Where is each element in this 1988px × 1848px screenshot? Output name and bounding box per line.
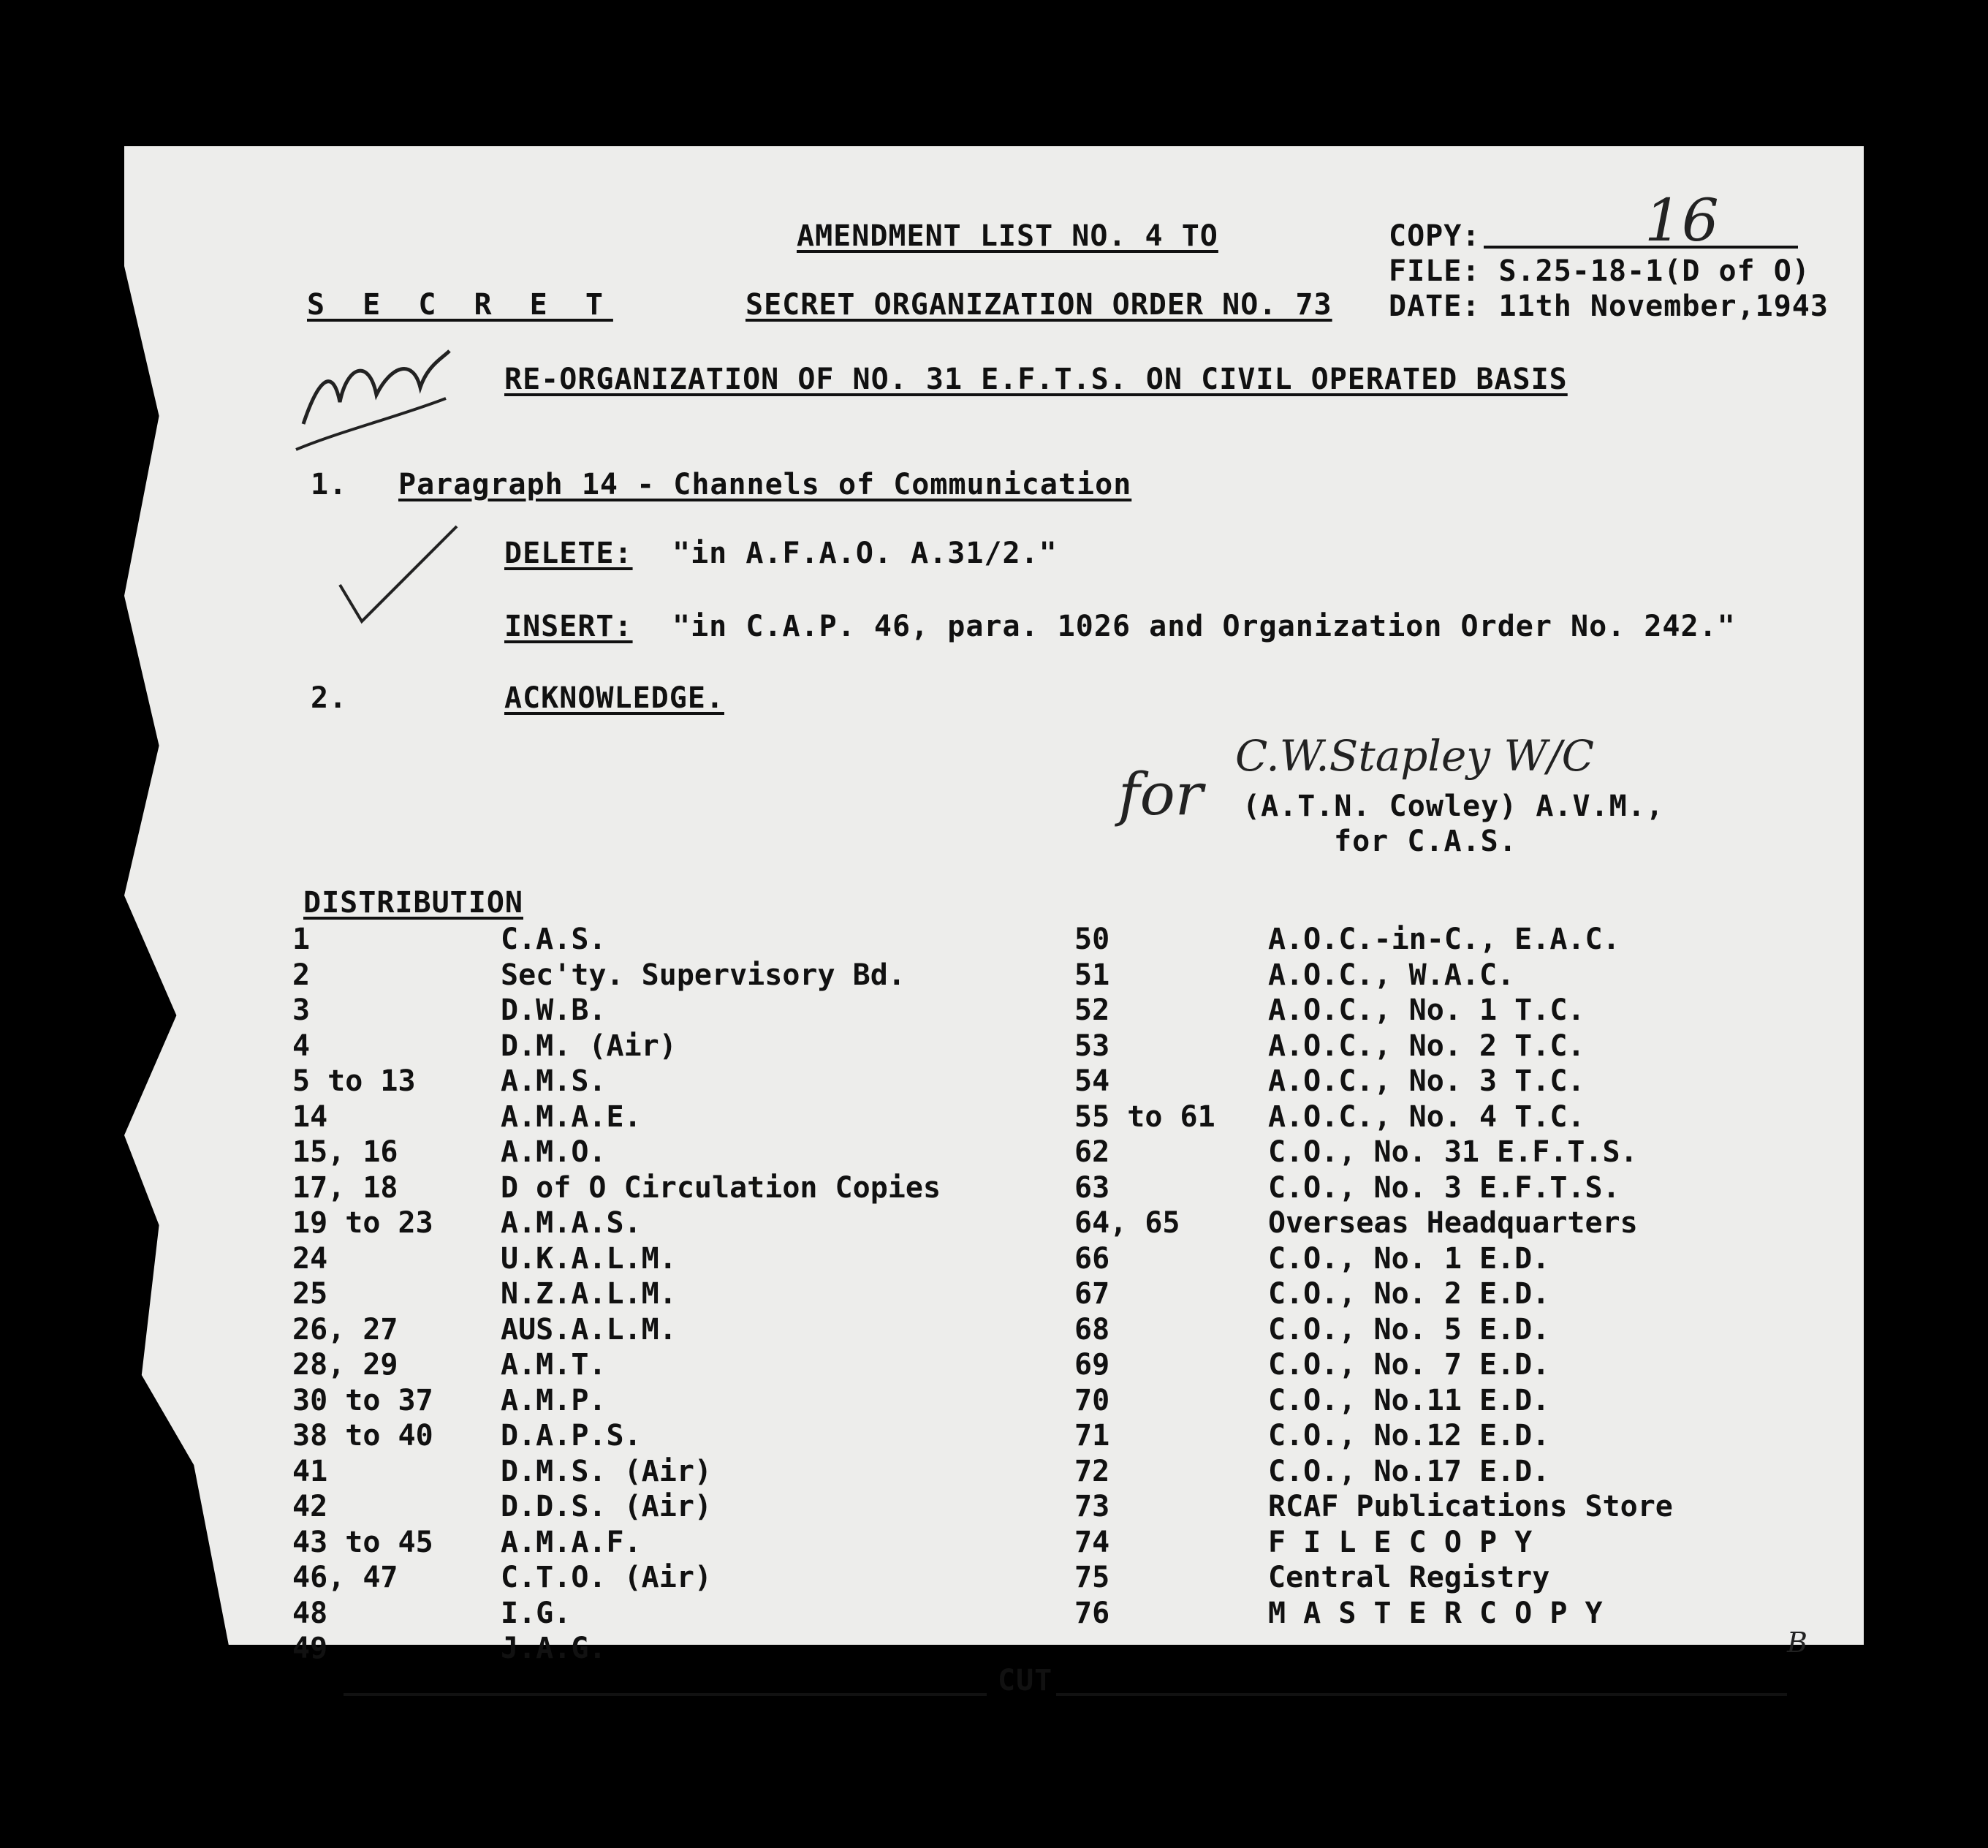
- document-date: DATE: 11th November,1943: [1389, 289, 1829, 323]
- distribution-number: 41: [292, 1454, 328, 1488]
- document-title: RE-ORGANIZATION OF NO. 31 E.F.T.S. ON CIVIL OPERATED BASIS: [504, 363, 1568, 396]
- distribution-number: 68: [1074, 1312, 1110, 1347]
- distribution-number: 25: [292, 1277, 328, 1311]
- distribution-recipient: Overseas Headquarters: [1268, 1206, 1638, 1240]
- distribution-recipient: D.D.S. (Air): [501, 1490, 712, 1523]
- distribution-number: 54: [1074, 1064, 1110, 1098]
- distribution-number: 69: [1074, 1348, 1110, 1382]
- distribution-number: 26, 27: [292, 1312, 398, 1347]
- distribution-number: 50: [1074, 923, 1110, 956]
- item-2-heading: ACKNOWLEDGE.: [504, 681, 724, 715]
- distribution-number: 70: [1074, 1383, 1110, 1417]
- copy-number-line: [1484, 246, 1798, 249]
- distribution-number: 30 to 37: [292, 1383, 433, 1417]
- distribution-number: 51: [1074, 958, 1110, 992]
- distribution-recipient: M A S T E R C O P Y: [1268, 1596, 1603, 1630]
- distribution-number: 71: [1074, 1419, 1110, 1453]
- distribution-number: 64, 65: [1074, 1206, 1180, 1240]
- distribution-recipient: D.M. (Air): [501, 1029, 677, 1063]
- distribution-number: 2: [292, 958, 311, 992]
- distribution-number: 72: [1074, 1454, 1110, 1488]
- distribution-number: 24: [292, 1241, 328, 1276]
- signatory-name: (A.T.N. Cowley) A.V.M.,: [1242, 789, 1664, 823]
- distribution-number: 63: [1074, 1170, 1110, 1205]
- distribution-number: 17, 18: [292, 1170, 398, 1205]
- insert-label: INSERT:: [504, 610, 633, 643]
- distribution-recipient: C.O., No. 31 E.F.T.S.: [1268, 1135, 1638, 1169]
- handwritten-signature: C.W.Stapley W/C: [1235, 731, 1595, 781]
- cut-label: CUT: [998, 1664, 1053, 1697]
- distribution-heading: DISTRIBUTION: [303, 886, 523, 920]
- distribution-recipient: A.M.A.F.: [501, 1525, 642, 1559]
- distribution-recipient: Sec'ty. Supervisory Bd.: [501, 958, 906, 992]
- distribution-recipient: A.M.A.E.: [501, 1099, 642, 1134]
- distribution-number: 76: [1074, 1596, 1110, 1630]
- distribution-recipient: A.M.T.: [501, 1348, 607, 1382]
- distribution-recipient: C.T.O. (Air): [501, 1561, 712, 1594]
- signature-for: for: [1118, 760, 1204, 828]
- item-1-heading: Paragraph 14 - Channels of Communication: [398, 468, 1132, 501]
- distribution-recipient: D of O Circulation Copies: [501, 1170, 941, 1205]
- item-1-number: 1.: [311, 468, 348, 501]
- distribution-number: 4: [292, 1029, 311, 1063]
- distribution-recipient: C.O., No.11 E.D.: [1268, 1383, 1550, 1417]
- distribution-number: 67: [1074, 1277, 1110, 1311]
- item-2-number: 2.: [311, 681, 348, 715]
- distribution-recipient: A.O.C., W.A.C.: [1268, 958, 1515, 992]
- distribution-recipient: C.O., No. 3 E.F.T.S.: [1268, 1170, 1620, 1205]
- distribution-number: 43 to 45: [292, 1525, 433, 1559]
- distribution-recipient: A.M.P.: [501, 1383, 607, 1417]
- distribution-recipient: J.A.G.: [501, 1632, 607, 1665]
- distribution-recipient: D.A.P.S.: [501, 1419, 642, 1453]
- delete-text: "in A.F.A.O. A.31/2.": [672, 537, 1058, 570]
- copy-number: 16: [1644, 186, 1719, 254]
- classification-label: S E C R E T: [307, 288, 613, 322]
- distribution-number: 46, 47: [292, 1561, 398, 1594]
- distribution-number: 62: [1074, 1135, 1110, 1169]
- order-title: SECRET ORGANIZATION ORDER NO. 73: [746, 288, 1332, 322]
- cut-line-left: [344, 1693, 987, 1696]
- distribution-number: 73: [1074, 1490, 1110, 1523]
- distribution-number: 48: [292, 1596, 328, 1630]
- distribution-recipient: A.O.C., No. 1 T.C.: [1268, 993, 1585, 1027]
- cut-line-right: [1056, 1693, 1787, 1696]
- distribution-number: 3: [292, 993, 311, 1027]
- distribution-recipient: C.O., No. 5 E.D.: [1268, 1312, 1550, 1347]
- distribution-recipient: U.K.A.L.M.: [501, 1241, 677, 1276]
- distribution-number: 42: [292, 1490, 328, 1523]
- checkmark-icon: [333, 519, 464, 629]
- amendment-heading: AMENDMENT LIST NO. 4 TO: [797, 219, 1218, 253]
- distribution-recipient: I.G.: [501, 1596, 572, 1630]
- distribution-recipient: A.M.A.S.: [501, 1206, 642, 1240]
- copy-label: COPY:: [1389, 219, 1481, 253]
- signatory-role: for C.A.S.: [1334, 825, 1517, 858]
- distribution-number: 52: [1074, 993, 1110, 1027]
- distribution-recipient: A.O.C., No. 4 T.C.: [1268, 1099, 1585, 1134]
- distribution-number: 5 to 13: [292, 1064, 416, 1098]
- distribution-recipient: Central Registry: [1268, 1561, 1550, 1594]
- distribution-recipient: A.O.C.-in-C., E.A.C.: [1268, 923, 1620, 956]
- distribution-recipient: C.A.S.: [501, 923, 607, 956]
- distribution-recipient: A.M.S.: [501, 1064, 607, 1098]
- distribution-number: 53: [1074, 1029, 1110, 1063]
- distribution-number: 1: [292, 923, 311, 956]
- distribution-number: 74: [1074, 1525, 1110, 1559]
- file-reference: FILE: S.25-18-1(D of O): [1389, 254, 1810, 288]
- distribution-number: 38 to 40: [292, 1419, 433, 1453]
- distribution-recipient: AUS.A.L.M.: [501, 1312, 677, 1347]
- distribution-number: 55 to 61: [1074, 1099, 1215, 1134]
- distribution-recipient: D.W.B.: [501, 993, 607, 1027]
- distribution-recipient: C.O., No. 7 E.D.: [1268, 1348, 1550, 1382]
- distribution-recipient: D.M.S. (Air): [501, 1454, 712, 1488]
- distribution-number: 49: [292, 1632, 328, 1665]
- distribution-recipient: A.M.O.: [501, 1135, 607, 1169]
- distribution-number: 14: [292, 1099, 328, 1134]
- insert-text: "in C.A.P. 46, para. 1026 and Organization Order No. 242.": [672, 610, 1736, 643]
- distribution-recipient: N.Z.A.L.M.: [501, 1277, 677, 1311]
- distribution-recipient: C.O., No. 2 E.D.: [1268, 1277, 1550, 1311]
- delete-label: DELETE:: [504, 537, 633, 570]
- distribution-recipient: F I L E C O P Y: [1268, 1525, 1533, 1559]
- distribution-recipient: C.O., No.17 E.D.: [1268, 1454, 1550, 1488]
- distribution-recipient: C.O., No.12 E.D.: [1268, 1419, 1550, 1453]
- distribution-number: 28, 29: [292, 1348, 398, 1382]
- handwritten-initials-mark: [289, 336, 457, 461]
- distribution-number: 15, 16: [292, 1135, 398, 1169]
- distribution-recipient: A.O.C., No. 3 T.C.: [1268, 1064, 1585, 1098]
- corner-mark: B: [1787, 1627, 1807, 1659]
- distribution-recipient: A.O.C., No. 2 T.C.: [1268, 1029, 1585, 1063]
- distribution-number: 19 to 23: [292, 1206, 433, 1240]
- distribution-number: 75: [1074, 1561, 1110, 1594]
- distribution-recipient: C.O., No. 1 E.D.: [1268, 1241, 1550, 1276]
- distribution-number: 66: [1074, 1241, 1110, 1276]
- distribution-recipient: RCAF Publications Store: [1268, 1490, 1673, 1523]
